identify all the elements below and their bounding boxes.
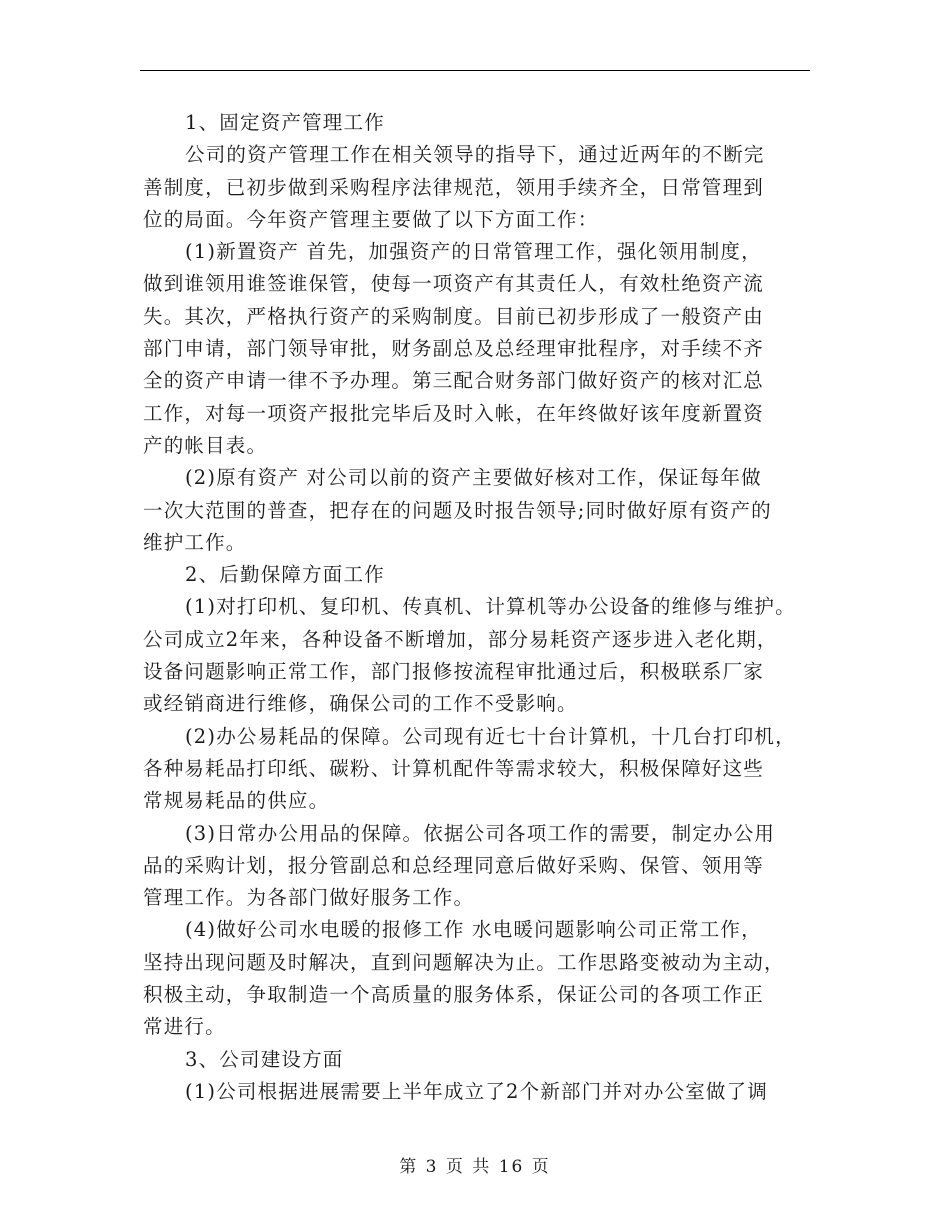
text-line: (2)办公易耗品的保障。公司现有近七十台计算机，十几台打印机，: [185, 724, 796, 748]
text-line: 品的采购计划，报分管副总和总经理同意后做好采购、保管、领用等: [143, 853, 765, 877]
text-line: 1、固定资产管理工作: [185, 111, 385, 134]
text-line: (3)日常办公用品的保障。依据公司各项工作的需要，制定办公用: [185, 821, 776, 845]
text-line: (1)新置资产 首先，加强资产的日常管理工作，强化领用制度，: [185, 240, 762, 264]
text-line: 公司成立2年来，各种设备不断增加，部分易耗资产逐步进入老化期，: [143, 627, 778, 651]
text-line: 或经销商进行维修，确保公司的工作不受影响。: [143, 692, 578, 716]
header-rule: [140, 70, 810, 71]
text-line: 失。其次，严格执行资产的采购制度。目前已初步形成了一般资产由: [143, 304, 765, 328]
text-line: 2、后勤保障方面工作: [185, 563, 385, 587]
text-line: 维护工作。: [143, 530, 247, 554]
text-line: 工作，对每一项资产报批完毕后及时入帐，在年终做好该年度新置资: [143, 401, 765, 425]
text-line: 坚持出现问题及时解决，直到问题解决为止。工作思路变被动为主动，: [143, 950, 785, 974]
text-line: 产的帐目表。: [143, 433, 268, 457]
page-footer: 第 3 页 共 16 页: [399, 1157, 551, 1177]
text-line: (2)原有资产 对公司以前的资产主要做好核对工作，保证每年做: [185, 466, 762, 490]
text-line: (1)公司根据进展需要上半年成立了2个新部门并对办公室做了调: [185, 1079, 769, 1103]
text-line: 部门申请，部门领导审批，财务副总及总经理审批程序，对手续不齐: [143, 337, 765, 361]
text-line: 公司的资产管理工作在相关领导的指导下，通过近两年的不断完: [185, 143, 765, 167]
text-line: 3、公司建设方面: [185, 1047, 344, 1071]
text-line: 常进行。: [143, 1015, 226, 1039]
text-line: 一次大范围的普查，把存在的问题及时报告领导;同时做好原有资产的: [143, 498, 772, 522]
text-line: 积极主动，争取制造一个高质量的服务体系，保证公司的各项工作正: [143, 983, 765, 1007]
document-body: [143, 107, 815, 1108]
text-line: 各种易耗品打印纸、碳粉、计算机配件等需求较大，积极保障好这些: [143, 756, 765, 780]
text-line: 全的资产申请一律不予办理。第三配合财务部门做好资产的核对汇总: [143, 369, 765, 393]
text-line: 管理工作。为各部门做好服务工作。: [143, 886, 475, 910]
text-line: 设备问题影响正常工作，部门报修按流程审批通过后，积极联系厂家: [143, 660, 765, 684]
text-line: 常规易耗品的供应。: [143, 789, 330, 813]
text-line: (4)做好公司水电暖的报修工作 水电暖问题影响公司正常工作，: [185, 918, 762, 942]
text-line: 善制度，已初步做到采购程序法律规范，领用手续齐全，日常管理到: [143, 175, 765, 199]
text-line: 位的局面。今年资产管理主要做了以下方面工作：: [143, 207, 599, 231]
text-line: 做到谁领用谁签谁保管，使每一项资产有其责任人，有效杜绝资产流: [143, 272, 765, 296]
text-line: (1)对打印机、复印机、传真机、计算机等办公设备的维修与维护。: [185, 595, 796, 619]
